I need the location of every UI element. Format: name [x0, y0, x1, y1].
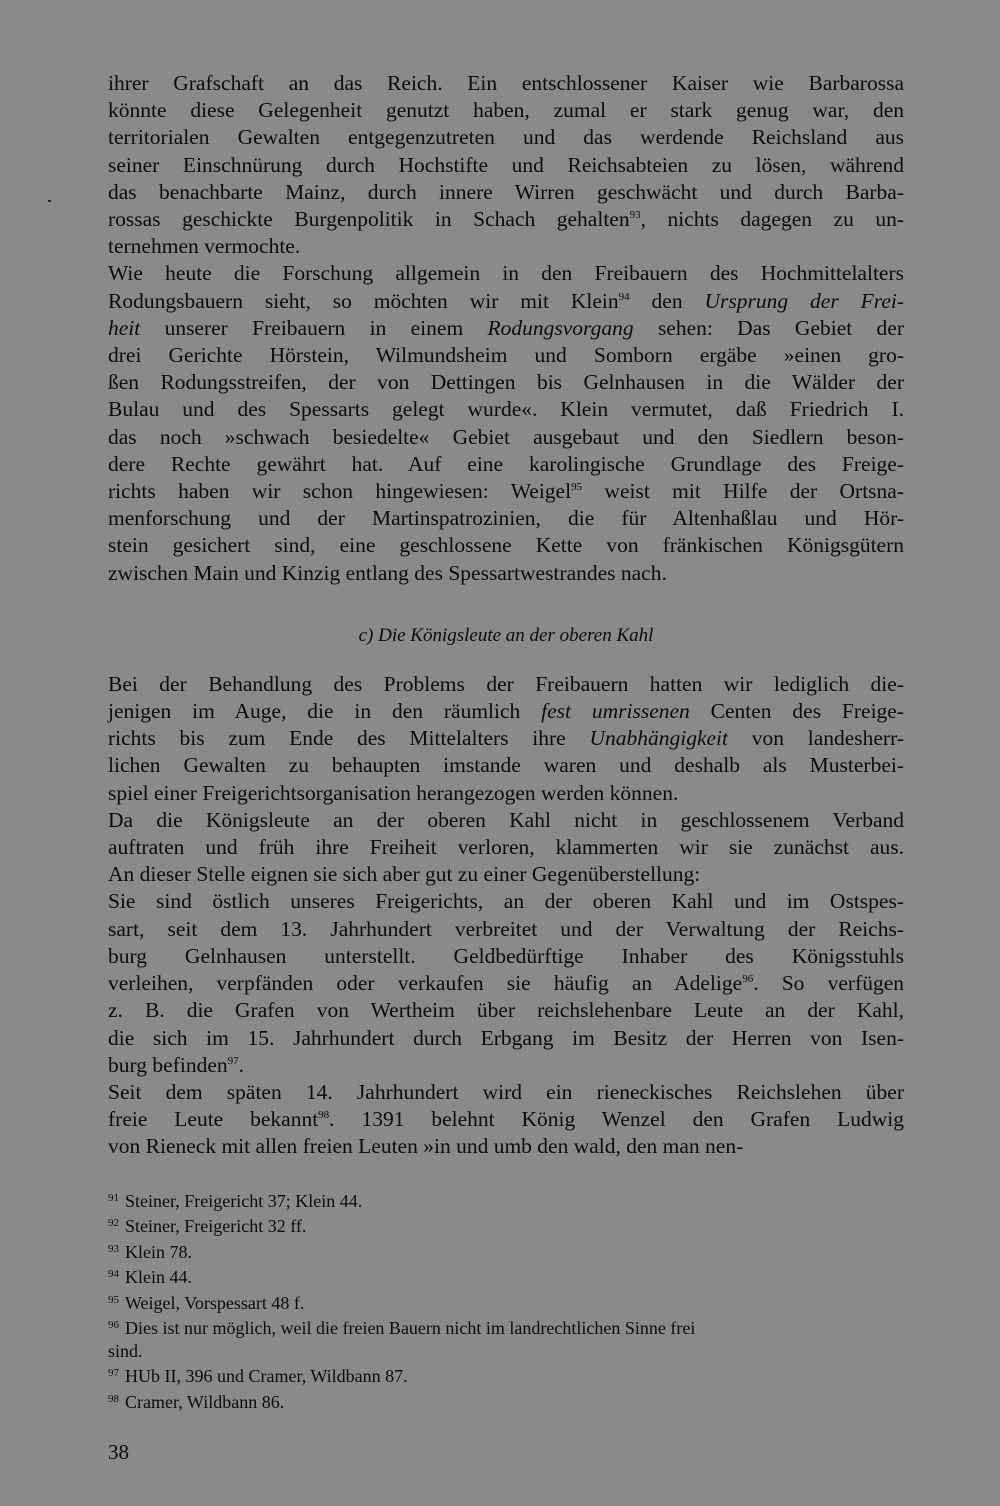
text-line: Rodungsbauern sieht, so möchten wir mit Klein$^{94}$ den Ursprung der Frei-: [108, 288, 904, 313]
speck-mark: [48, 200, 51, 202]
footnote: [108, 1289, 904, 1315]
text-line: das benachbarte Mainz, durch innere Wirren geschwächt und durch Barba-: [108, 179, 904, 204]
text-line: Wie heute die Forschung allgemein in den Freibauern des Hochmittelalters: [108, 261, 904, 286]
text-line: zwischen Main und Kinzig entlang des Spessartwestrandes nach.: [108, 560, 667, 585]
text-line: Bei der Behandlung des Problems der Freibauern hatten wir lediglich die-: [108, 671, 904, 696]
text-line: lichen Gewalten zu behaupten imstande waren und deshalb als Musterbei-: [108, 753, 904, 778]
footnote-marker: 95: [571, 481, 583, 494]
footnote-text: Dies ist nur möglich, weil die freien Bauern nicht im landrechtlichen Sinne frei: [125, 1318, 696, 1339]
footnote-text: Cramer, Wildbann 86.: [125, 1391, 285, 1412]
text-line: die sich im 15. Jahrhundert durch Erbgang im Besitz der Herren von Isen-: [108, 1025, 904, 1050]
text-line: auftraten und früh ihre Freiheit verloren, klammerten wir sie zunächst aus.: [108, 835, 904, 860]
text-line: Seit dem späten 14. Jahrhundert wird ein rieneckisches Reichslehen über: [108, 1079, 904, 1104]
page-number: 38: [108, 1440, 129, 1464]
text-line: von Rieneck mit allen freien Leuten »in und umb den wald, den man nen-: [108, 1134, 744, 1159]
paragraph: [108, 807, 904, 889]
text-line: das noch »schwach besiedelte« Gebiet ausgebaut und den Siedlern beson-: [108, 424, 904, 449]
footnote-text: Klein 78.: [125, 1241, 192, 1262]
footnote-text: Klein 44.: [125, 1267, 192, 1288]
text-line: Sie sind östlich unseres Freigerichts, an der oberen Kahl und im Ostspes-: [108, 889, 904, 914]
footnote: [108, 1362, 904, 1388]
footnote-marker: 94: [618, 290, 630, 303]
footnote-continuation: sind.: [108, 1340, 143, 1361]
text-line: drei Gerichte Hörstein, Wilmundsheim und Somborn ergäbe »einen gro-: [108, 343, 904, 368]
footnote: [108, 1238, 904, 1264]
text-line: Bulau und des Spessarts gelegt wurde«. Klein vermutet, daß Friedrich I.: [108, 397, 904, 422]
footnote: [108, 1187, 904, 1213]
text-line: sart, seit dem 13. Jahrhundert verbreitet und der Verwaltung der Reichs-: [108, 916, 904, 941]
footnote-marker: 98: [318, 1109, 330, 1122]
text-line: rossas geschickte Burgenpolitik in Schach gehalten$^{93}$, nichts dagegen zu un-: [108, 207, 904, 232]
text-line: heit unserer Freibauern in einem Rodungsvorgang sehen: Das Gebiet der: [108, 315, 905, 340]
text-line: ßen Rodungsstreifen, der von Dettingen bis Gelnhausen in die Wälder der: [108, 370, 904, 395]
footnote-number: 94: [108, 1268, 119, 1281]
text-line: jenigen im Auge, die in den räumlich fest umrissenen Centen des Freige-: [108, 699, 904, 724]
paragraph: [108, 1079, 904, 1161]
footnote-marker: 96: [742, 973, 754, 986]
text-line: könnte diese Gelegenheit genutzt haben, zumal er stark genug war, den: [108, 98, 904, 123]
footnote-number: 91: [108, 1191, 119, 1204]
text-line: verleihen, verpfänden oder verkaufen sie häufig an Adelige$^{96}$. So verfügen: [108, 971, 904, 996]
section-heading: c) Die Königsleute an der oberen Kahl: [358, 624, 654, 646]
text-line: dere Rechte gewährt hat. Auf eine karolingische Grundlage des Freige-: [108, 451, 904, 476]
footnote-text: Steiner, Freigericht 37; Klein 44.: [125, 1190, 363, 1211]
text-line: seiner Einschnürung durch Hochstifte und Reichsabteien zu lösen, während: [108, 152, 904, 177]
footnote: [108, 1388, 904, 1414]
footnote: [108, 1314, 904, 1340]
text-block-2: [108, 671, 904, 1161]
text-line: territorialen Gewalten entgegenzutreten und das werdende Reichsland aus: [108, 125, 904, 150]
text-line: richts bis zum Ende des Mittelalters ihre Unabhängigkeit von landesherr-: [108, 726, 904, 751]
footnote-text: Steiner, Freigericht 32 ff.: [125, 1216, 307, 1237]
footnote-text: HUb II, 396 und Cramer, Wildbann 87.: [125, 1366, 408, 1387]
text-line: richts haben wir schon hingewiesen: Weigel$^{95}$ weist mit Hilfe der Ortsna-: [108, 479, 904, 504]
paragraph: [108, 888, 904, 1078]
footnote-number: 96: [108, 1319, 119, 1332]
footnote-number: 97: [108, 1367, 119, 1380]
footnotes: [108, 1187, 904, 1414]
footnote-number: 92: [108, 1217, 119, 1230]
footnote-marker: 93: [629, 209, 641, 222]
text-block-1: [108, 70, 904, 587]
text-line: stein gesichert sind, eine geschlossene Kette von fränkischen Königsgütern: [108, 533, 904, 558]
text-line: spiel einer Freigerichtsorganisation herangezogen werden können.: [108, 780, 679, 805]
paragraph: [108, 260, 904, 586]
text-line: An dieser Stelle eignen sie sich aber gut zu einer Gegenüberstellung:: [108, 862, 701, 887]
footnote: [108, 1263, 904, 1289]
text-line: burg Gelnhausen unterstellt. Geldbedürftige Inhaber des Königsstuhls: [108, 943, 904, 968]
page-body: [108, 70, 904, 1413]
text-line: Da die Königsleute an der oberen Kahl nicht in geschlossenem Verband: [108, 807, 904, 832]
text-line: burg befinden$^{97}$.: [108, 1052, 244, 1077]
text-line: ihrer Grafschaft an das Reich. Ein entschlossener Kaiser wie Barbarossa: [108, 71, 904, 95]
paragraph: [108, 70, 904, 260]
text-line: menforschung und der Martinspatrozinien, die für Altenhaßlau und Hör-: [108, 506, 904, 531]
text-line: ternehmen vermochte.: [108, 234, 301, 259]
text-line: z. B. die Grafen von Wertheim über reichslehenbare Leute an der Kahl,: [108, 998, 904, 1023]
footnote-number: 93: [108, 1242, 119, 1255]
paragraph: [108, 671, 904, 807]
footnote-number: 95: [108, 1293, 119, 1306]
footnote-number: 98: [108, 1392, 119, 1405]
footnote-text: Weigel, Vorspessart 48 f.: [125, 1292, 305, 1313]
text-line: freie Leute bekannt$^{98}$. 1391 belehnt König Wenzel den Grafen Ludwig: [108, 1107, 904, 1132]
footnote-marker: 97: [227, 1054, 239, 1067]
footnote: [108, 1212, 904, 1238]
